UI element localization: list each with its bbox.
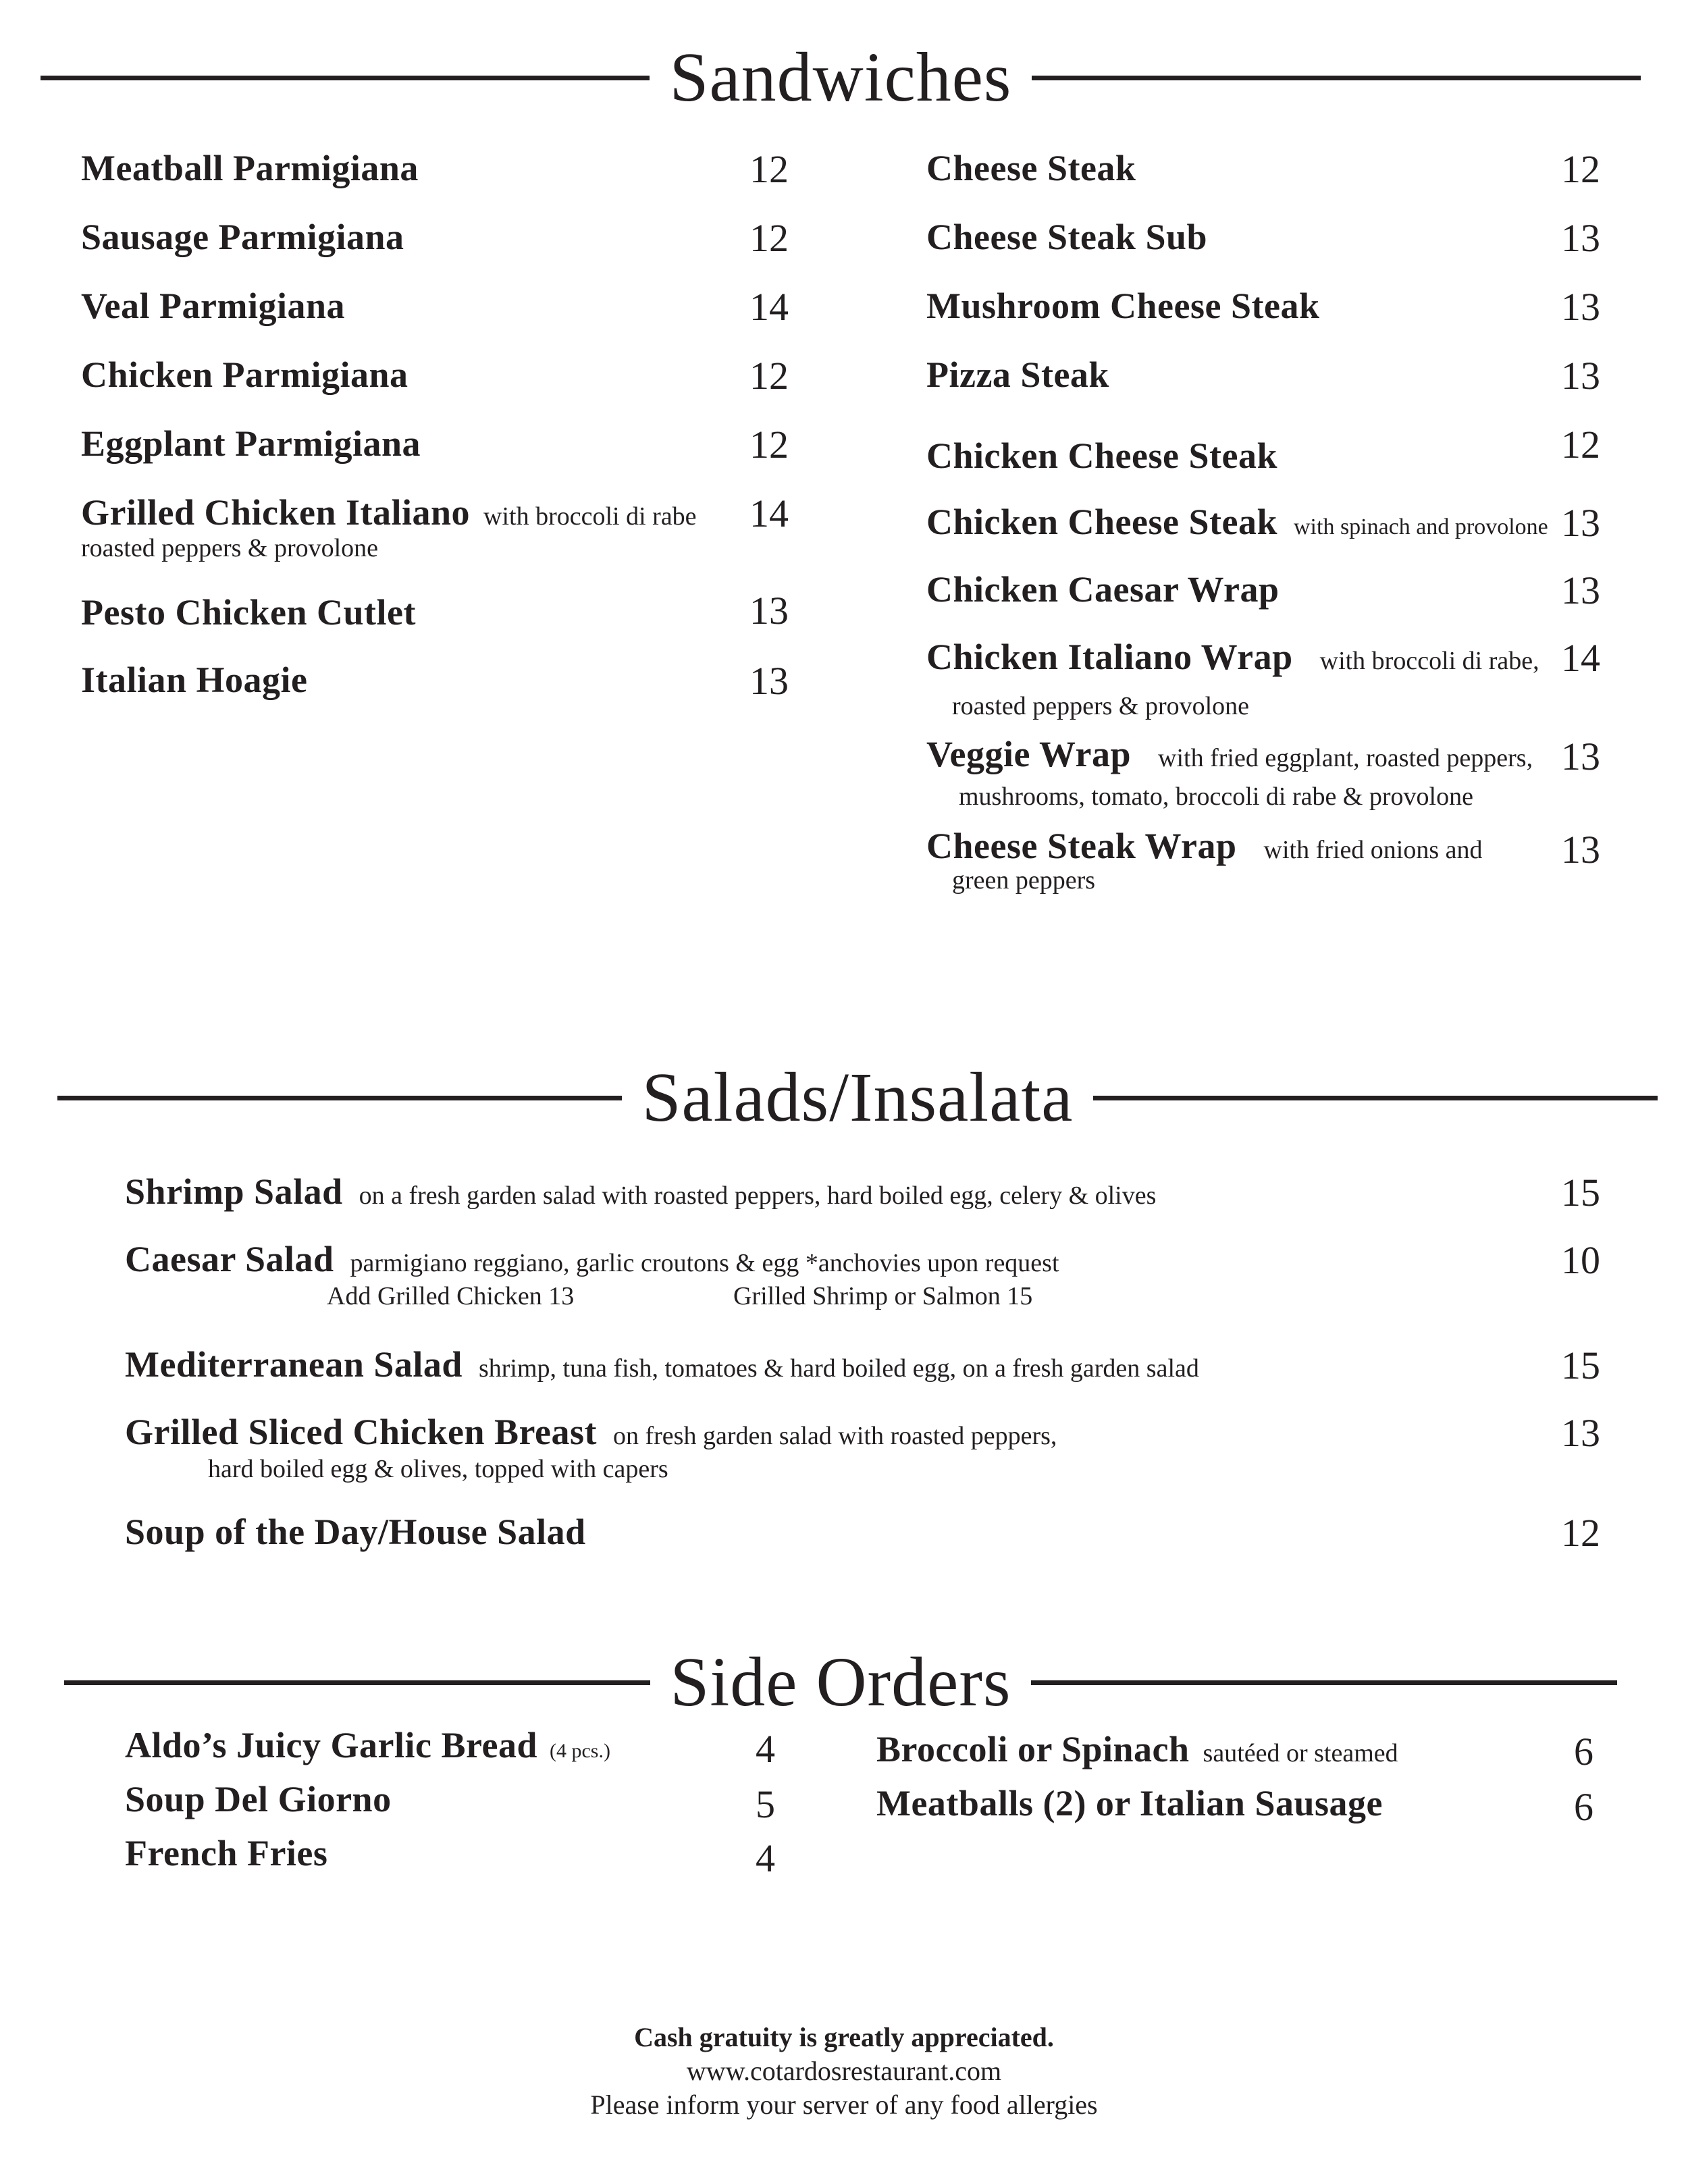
menu-item-name: Grilled Sliced Chicken Breast [125, 1412, 597, 1452]
menu-item-name: Cheese Steak Wrap [926, 826, 1237, 866]
side-orders-header [64, 1642, 1617, 1723]
menu-item-desc: shrimp, tuna fish, tomatoes & hard boiled egg, on a fresh garden salad [478, 1354, 1199, 1383]
menu-item [926, 733, 1533, 775]
menu-item [876, 1728, 1398, 1770]
menu-item-name: Italian Hoagie [81, 660, 308, 700]
menu-item-name: Caesar Salad [125, 1239, 334, 1279]
menu-item-price: 4 [756, 1836, 775, 1880]
menu-item-name: Shrimp Salad [125, 1171, 343, 1212]
menu-item-desc-cont: mushrooms, tomato, broccoli di rabe & provolone [959, 782, 1473, 811]
menu-item-desc: with fried eggplant, roasted peppers, [1158, 744, 1533, 772]
menu-item-price: 5 [756, 1782, 775, 1826]
menu-item-desc: with fried onions and [1263, 836, 1483, 864]
menu-item-desc: with spinach and provolone [1294, 514, 1548, 539]
salads-header [57, 1057, 1658, 1138]
menu-item-name: Meatball Parmigiana [81, 148, 419, 188]
menu-item-price: 13 [1561, 216, 1600, 260]
header-rule-right [1093, 1096, 1658, 1100]
menu-item-name: Veggie Wrap [926, 734, 1132, 774]
menu-item-name: Sausage Parmigiana [81, 217, 404, 257]
menu-item-name: Mediterranean Salad [125, 1344, 463, 1385]
menu-item-price: 13 [749, 589, 789, 633]
menu-item-price: 10 [1561, 1238, 1600, 1282]
menu-item [125, 1411, 1057, 1453]
footer-allergy-notice: Please inform your server of any food allergies [590, 2089, 1098, 2120]
menu-item-price: 13 [1561, 354, 1600, 398]
menu-item-price: 13 [1561, 568, 1600, 612]
footer-website: www.cotardosrestaurant.com [686, 2056, 1002, 2086]
menu-item-desc: on fresh garden salad with roasted peppers, [613, 1422, 1057, 1450]
menu-item [125, 1171, 1156, 1213]
menu-item-name: Eggplant Parmigiana [81, 423, 421, 464]
section-title: Side Orders [670, 1643, 1011, 1721]
menu-item-desc-cont: green peppers [952, 866, 1096, 895]
header-rule-right [1031, 1680, 1617, 1685]
menu-item-desc-cont: roasted peppers & provolone [952, 692, 1250, 720]
menu-item-name: Meatballs (2) or Italian Sausage [876, 1783, 1383, 1823]
header-rule-left [57, 1096, 622, 1100]
header-rule-left [41, 76, 650, 80]
menu-item-price: 15 [1561, 1171, 1600, 1215]
menu-item [125, 1724, 610, 1766]
menu-item [125, 1343, 1199, 1385]
menu-item-desc-cont: roasted peppers & provolone [81, 534, 379, 562]
menu-item-addon: Add Grilled Chicken 13 [327, 1282, 575, 1310]
menu-item-desc: on a fresh garden salad with roasted peppers, hard boiled egg, celery & olives [359, 1181, 1157, 1210]
sandwiches-header [41, 37, 1641, 118]
menu-item [125, 1238, 1059, 1280]
section-title: Salads/Insalata [641, 1059, 1074, 1136]
menu-item-price: 13 [1561, 285, 1600, 329]
menu-item-name: Mushroom Cheese Steak [926, 286, 1320, 326]
menu-item-price: 12 [749, 216, 789, 260]
menu-item-name: French Fries [125, 1833, 328, 1873]
menu-item-name: Soup of the Day/House Salad [125, 1512, 586, 1552]
menu-item-price: 12 [1561, 147, 1600, 191]
menu-item-price: 12 [1561, 423, 1600, 467]
menu-item-name: Veal Parmigiana [81, 286, 345, 326]
menu-item-desc: with broccoli di rabe [483, 502, 697, 531]
menu-item-price: 13 [749, 659, 789, 703]
menu-item [926, 636, 1539, 678]
menu-item-name: Aldo’s Juicy Garlic Bread [125, 1725, 537, 1765]
menu-item-price: 4 [756, 1727, 775, 1771]
menu-item-name: Pesto Chicken Cutlet [81, 592, 416, 633]
menu-item-name: Chicken Cheese Steak [926, 502, 1277, 542]
menu-item-price: 14 [1561, 636, 1600, 680]
menu-item-name: Chicken Italiano Wrap [926, 637, 1293, 677]
menu-item-price: 13 [1561, 501, 1600, 545]
menu-item-price: 13 [1561, 735, 1600, 778]
menu-item [81, 491, 697, 533]
header-rule-right [1032, 76, 1641, 80]
menu-item-price: 12 [1561, 1511, 1600, 1555]
menu-item-name: Broccoli or Spinach [876, 1729, 1190, 1769]
menu-item-price: 6 [1574, 1785, 1593, 1829]
menu-item-name: Grilled Chicken Italiano [81, 492, 471, 533]
menu-item-price: 6 [1574, 1730, 1593, 1774]
menu-item-name: Chicken Cheese Steak [926, 435, 1277, 476]
menu-item-price: 13 [1561, 828, 1600, 872]
footer-gratuity: Cash gratuity is greatly appreciated. [634, 2022, 1054, 2052]
menu-item-name: Chicken Caesar Wrap [926, 569, 1280, 610]
menu-item-price: 12 [749, 423, 789, 467]
menu-item [926, 825, 1483, 867]
menu-item-name: Soup Del Giorno [125, 1779, 392, 1819]
header-rule-left [64, 1680, 650, 1685]
menu-item-price: 14 [749, 285, 789, 329]
menu-item-addon: Grilled Shrimp or Salmon 15 [733, 1282, 1033, 1310]
menu-item [926, 501, 1548, 543]
menu-item-desc: sautéed or steamed [1203, 1739, 1398, 1767]
menu-item-price: 12 [749, 147, 789, 191]
menu-item-price: 15 [1561, 1343, 1600, 1387]
menu-item-price: 12 [749, 354, 789, 398]
menu-item-desc-cont: hard boiled egg & olives, topped with capers [208, 1455, 668, 1483]
menu-item-name: Pizza Steak [926, 354, 1109, 395]
section-title: Sandwiches [669, 38, 1012, 116]
menu-item-price: 13 [1561, 1411, 1600, 1455]
menu-item-name: Cheese Steak Sub [926, 217, 1208, 257]
menu-item-desc: parmigiano reggiano, garlic croutons & egg *anchovies upon request [350, 1249, 1059, 1277]
menu-item-name: Chicken Parmigiana [81, 354, 408, 395]
menu-item-desc: with broccoli di rabe, [1319, 647, 1539, 675]
menu-item-desc: (4 pcs.) [549, 1740, 610, 1762]
menu-item-price: 14 [749, 491, 789, 535]
menu-item-name: Cheese Steak [926, 148, 1136, 188]
